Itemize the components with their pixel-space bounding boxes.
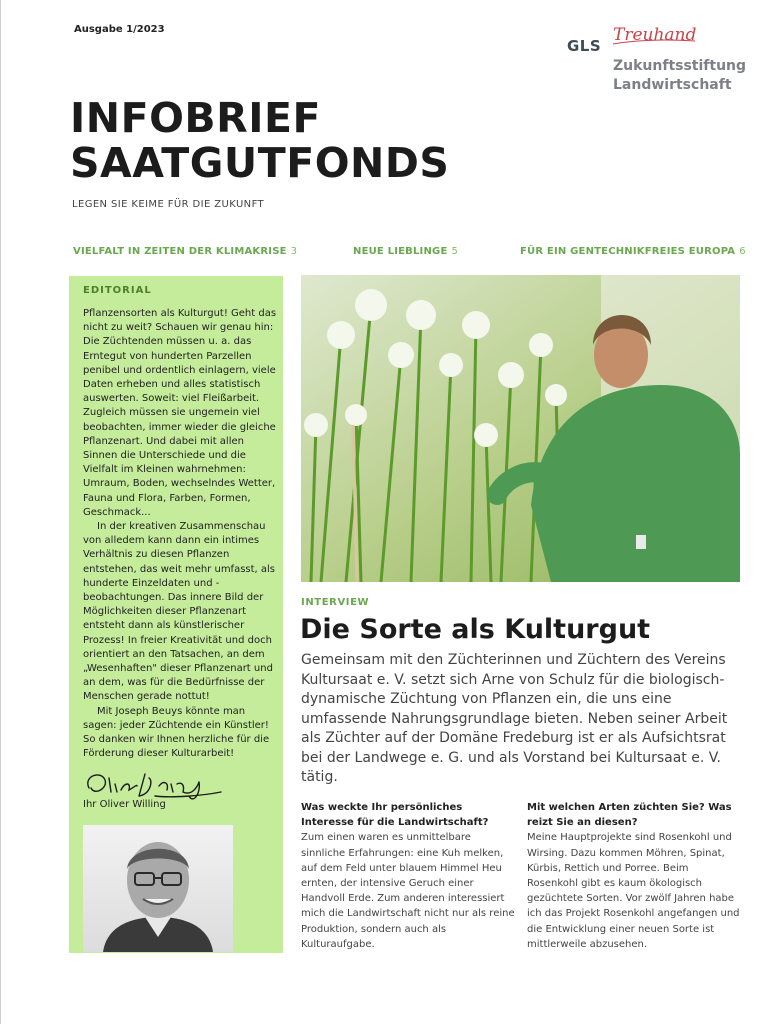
toc-item-neue-lieblinge[interactable] (353, 246, 458, 257)
toc-label: VIELFALT IN ZEITEN DER KLIMAKRISE (73, 246, 287, 257)
logo-script-text: Treuhand (613, 25, 697, 45)
page-edge (0, 0, 1, 1024)
gls-logo (567, 26, 767, 96)
toc-label: NEUE LIEBLINGE (353, 246, 448, 257)
issue-number: Ausgabe 1/2023 (74, 24, 165, 35)
portrait-photo (83, 825, 233, 952)
article-kicker: INTERVIEW (301, 597, 370, 608)
editorial-paragraph-3: Mit Joseph Beuys könnte man sagen: jeder Züchtende ein Künstler! So danken wir Ihnen herzliche für die Förderung dieser Kulturarbeit! (83, 705, 270, 760)
interview-answer-1: Zum einen waren es unmittelbare sinnliche Erfahrungen: eine Kuh melken, auf dem Feld unter blauem Himmel Heu ernten, der intensive Geruch einer Handvoll Erde. Zum anderen interessiert mich die Landwirtschaft nicht nur als reine Produktion, sondern auch als Kulturaufgabe. (301, 832, 515, 950)
page-title (70, 96, 449, 186)
toc-page: 3 (290, 246, 298, 257)
toc-page: 6 (739, 246, 746, 257)
interview-answer-2: Meine Hauptprojekte sind Rosenkohl und Wirsing. Dazu kommen Möhren, Spinat, Kürbis, Rettich und Porree. Beim Rosenkohl gibt es kaum ökologisch gezüchtete Sorten. Vor zwölf Jahren habe ich das Projekt Rosenkohl angefangen und die Entwicklung einer neuen Sorte ist mittlerweile abzusehen. (527, 832, 740, 950)
interview-column-1 (301, 800, 515, 952)
signature-name: Ihr Oliver Willing (83, 799, 166, 810)
title-line-2: SAATGUTFONDS (70, 139, 450, 187)
editorial-box (69, 276, 283, 953)
toc-label: FÜR EIN GENTECHNIKFREIES EUROPA (520, 246, 736, 257)
logo-script-treuhand (609, 22, 699, 52)
interview-question-1: Was weckte Ihr persönliches Interesse für die Landwirtschaft? (301, 802, 489, 829)
editorial-paragraph-2: In der kreativen Zusammenschau von alledem kann dann ein intimes Verhältnis zu diesen Pflanzen entstehen, das weit mehr umfasst, als hunderte Einzeldaten und -beobachtungen. Das innere Bild der Möglichkeiten dieser Pflanzenart entsteht dann als künstlerischer Prozess! In freier Kreativität und doch orientiert an den Tatsachen, an dem „Wesenhaften" dieser Pflanzenart und an dem, was für die Bedürfnisse der Menschen gerade nottut! (83, 521, 276, 703)
logo-line-2: Landwirtschaft (613, 77, 732, 93)
editorial-text (83, 307, 279, 762)
page-subtitle: LEGEN SIE KEIME FÜR DIE ZUKUNFT (72, 199, 265, 210)
farmer-photo (301, 275, 740, 582)
editorial-label: EDITORIAL (83, 285, 152, 296)
toc-item-vielfalt[interactable] (73, 246, 297, 257)
article-lead: Gemeinsam mit den Züchterinnen und Züchtern des Vereins Kultursaat e. V. setzt sich Arne von Schulz für die biologisch-dynamische Züchtung von Pflanzen ein, die uns eine umfassende Nahrungsgrundlage bieten. Neben seiner Arbeit als Züchter auf der Domäne Fredeburg ist er als Aufsichtsrat bei der Landwege e. G. und als Vorstand bei Kultursaat e. V. tätig. (301, 652, 728, 785)
interview-question-2: Mit welchen Arten züchten Sie? Was reizt Sie an diesen? (527, 802, 732, 829)
logo-line-1: Zukunftsstiftung (613, 58, 747, 74)
logo-gls-text: GLS (567, 37, 602, 55)
editorial-paragraph-1: Pflanzensorten als Kulturgut! Geht das nicht zu weit? Schauen wir genau hin: Die Züchtenden müssen u. a. das Erntegut von hunderten Parzellen penibel und ordentlich einlagern, viele Daten erheben und alles statistisch auswerten. Soweit: viel Fleißarbeit. Zugleich müssen sie ungemein viel beobachten, immer wieder die gleiche Pflanzenart. Und dabei mit allen Sinnen die Unterschiede und die Vielfalt im Kleinen wahrnehmen: Umraum, Boden, wechselndes Wetter, Fauna und Flora, Farben, Formen, Geschmack... (83, 308, 277, 518)
title-line-1: INFOBRIEF (70, 94, 322, 142)
interview-column-2 (527, 800, 741, 952)
article-headline: Die Sorte als Kulturgut (300, 614, 651, 645)
toc-item-gentechnikfrei[interactable] (520, 246, 746, 257)
toc-page: 5 (451, 246, 459, 257)
